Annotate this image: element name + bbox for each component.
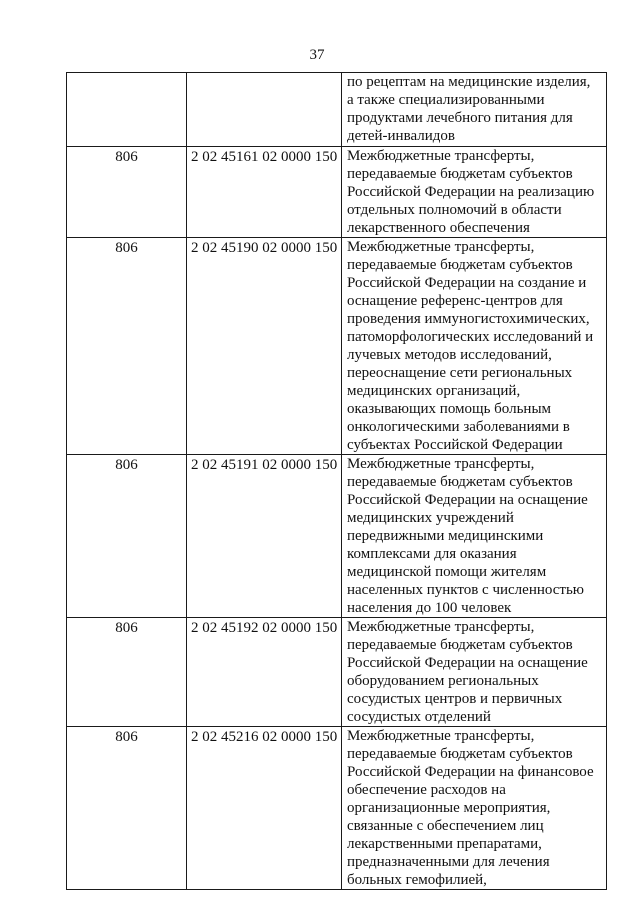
name-line: медицинской помощи жителям xyxy=(347,564,547,580)
name-line: предназначенными для лечения xyxy=(347,854,550,870)
name-line: медицинских учреждений xyxy=(347,510,514,526)
name-line: лекарственного обеспечения xyxy=(347,220,530,236)
name-line: комплексами для оказания xyxy=(347,546,517,562)
name-line: Межбюджетные трансферты, xyxy=(347,239,535,255)
name-line: обеспечение расходов на xyxy=(347,782,506,798)
name-line: по рецептам на медицинские изделия, xyxy=(347,74,591,90)
name-line: онкологическими заболеваниями в xyxy=(347,419,570,435)
name-cell xyxy=(342,73,607,147)
name-line: населенных пунктов с численностью xyxy=(347,582,585,598)
admin-code-cell: 806 xyxy=(67,238,187,455)
name-line: Российской Федерации на реализацию xyxy=(347,184,595,200)
table-row xyxy=(67,147,607,238)
name-line: лекарственными препаратами, xyxy=(347,836,542,852)
name-line: Российской Федерации на оснащение xyxy=(347,655,588,671)
name-line: продуктами лечебного питания для xyxy=(347,110,573,126)
table-row xyxy=(67,618,607,727)
name-line: оборудованием региональных xyxy=(347,673,539,689)
budget-classification-table xyxy=(66,72,607,890)
name-cell xyxy=(342,455,607,618)
table-row xyxy=(67,73,607,147)
name-line: а также специализированными xyxy=(347,92,545,108)
name-line: передвижными медицинскими xyxy=(347,528,544,544)
name-line: сосудистых центров и первичных xyxy=(347,691,563,707)
name-line: организационные мероприятия, xyxy=(347,800,551,816)
name-cell xyxy=(342,147,607,238)
budget-code-cell: 2 02 45192 02 0000 150 xyxy=(187,618,342,727)
name-line: Российской Федерации на создание и xyxy=(347,275,587,291)
name-line: переоснащение сети региональных xyxy=(347,365,573,381)
budget-code-cell: 2 02 45216 02 0000 150 xyxy=(187,727,342,890)
name-line: Российской Федерации на финансовое xyxy=(347,764,594,780)
name-line: передаваемые бюджетам субъектов xyxy=(347,166,573,182)
name-line: субъектах Российской Федерации xyxy=(347,437,563,453)
admin-code-cell: 806 xyxy=(67,618,187,727)
name-line: сосудистых отделений xyxy=(347,709,491,725)
name-line: передаваемые бюджетам субъектов xyxy=(347,257,573,273)
name-line: Межбюджетные трансферты, xyxy=(347,728,535,744)
name-line: проведения иммуногистохимических, xyxy=(347,311,590,327)
budget-code-cell xyxy=(187,73,342,147)
name-line: Российской Федерации на оснащение xyxy=(347,492,588,508)
admin-code-cell: 806 xyxy=(67,455,187,618)
name-cell xyxy=(342,727,607,890)
name-line: больных гемофилией, xyxy=(347,872,487,888)
name-line: Межбюджетные трансферты, xyxy=(347,456,535,472)
admin-code-cell: 806 xyxy=(67,147,187,238)
name-line: населения до 100 человек xyxy=(347,600,512,616)
name-line: передаваемые бюджетам субъектов xyxy=(347,474,573,490)
page-number: 37 xyxy=(309,47,325,63)
name-line: связанные с обеспечением лиц xyxy=(347,818,544,834)
budget-code-cell: 2 02 45190 02 0000 150 xyxy=(187,238,342,455)
name-line: отдельных полномочий в области xyxy=(347,202,562,218)
name-line: патоморфологических исследований и xyxy=(347,329,594,345)
name-line: Межбюджетные трансферты, xyxy=(347,148,535,164)
name-cell xyxy=(342,238,607,455)
name-line: Межбюджетные трансферты, xyxy=(347,619,535,635)
name-line: лучевых методов исследований, xyxy=(347,347,552,363)
name-line: медицинских организаций, xyxy=(347,383,521,399)
name-line: передаваемые бюджетам субъектов xyxy=(347,637,573,653)
table-row xyxy=(67,727,607,890)
name-line: передаваемые бюджетам субъектов xyxy=(347,746,573,762)
table-row xyxy=(67,238,607,455)
budget-code-cell: 2 02 45161 02 0000 150 xyxy=(187,147,342,238)
budget-code-cell: 2 02 45191 02 0000 150 xyxy=(187,455,342,618)
table-row xyxy=(67,455,607,618)
name-cell xyxy=(342,618,607,727)
name-line: оснащение референс-центров для xyxy=(347,293,563,309)
name-line: оказывающих помощь больным xyxy=(347,401,552,417)
admin-code-cell: 806 xyxy=(67,727,187,890)
admin-code-cell xyxy=(67,73,187,147)
name-line: детей-инвалидов xyxy=(347,128,455,144)
